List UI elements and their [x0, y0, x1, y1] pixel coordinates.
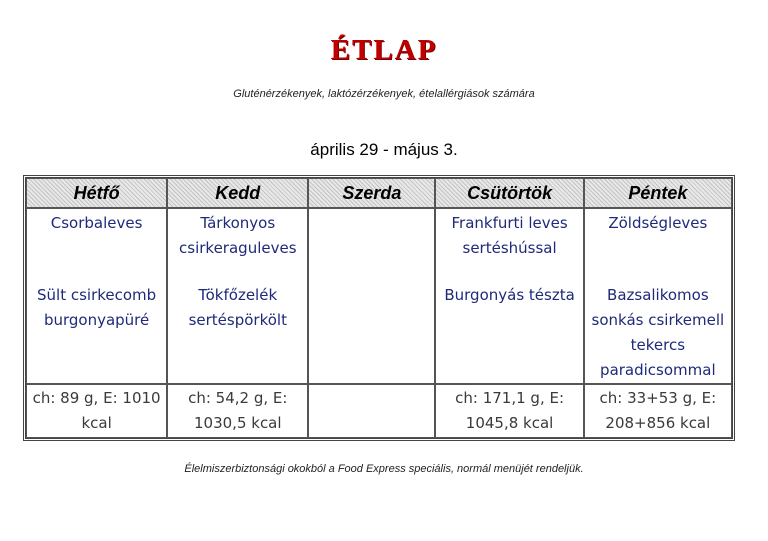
dishes-row — [26, 208, 732, 384]
thursday-nutrition: ch: 171,1 g, E: 1045,8 kcal — [435, 384, 583, 438]
friday-main-course: Bazsalikomos sonkás csirkemell tekercs paradicsommal — [591, 286, 725, 379]
menu-table — [23, 175, 735, 441]
friday-nutrition: ch: 33+53 g, E: 208+856 kcal — [584, 384, 732, 438]
wednesday-nutrition — [308, 384, 435, 438]
day-header-wednesday: Szerda — [308, 178, 435, 208]
footer-note: Élelmiszerbiztonsági okokból a Food Express speciális, normál menüjét rendeljük. — [184, 463, 584, 475]
friday-soup: Zöldségleves — [608, 214, 708, 232]
friday-dishes — [584, 208, 732, 384]
thursday-main-course: Burgonyás tészta — [444, 286, 575, 304]
wednesday-soup — [311, 211, 432, 283]
tuesday-dishes — [167, 208, 308, 384]
thursday-soup: Frankfurti leves sertéshússal — [451, 214, 568, 257]
monday-soup: Csorbaleves — [50, 214, 143, 232]
tuesday-soup: Tárkonyos csirkeraguleves — [179, 214, 297, 257]
day-header-tuesday: Kedd — [167, 178, 308, 208]
monday-nutrition: ch: 89 g, E: 1010 kcal — [26, 384, 167, 438]
tuesday-nutrition: ch: 54,2 g, E: 1030,5 kcal — [167, 384, 308, 438]
wednesday-dishes — [308, 208, 435, 384]
header-row — [26, 178, 732, 208]
page-subtitle: Gluténérzékenyek, laktózérzékenyek, ételallérgiások számára — [233, 88, 535, 100]
day-header-monday: Hétfő — [26, 178, 167, 208]
thursday-dishes — [435, 208, 583, 384]
day-header-thursday: Csütörtök — [435, 178, 583, 208]
day-header-friday: Péntek — [584, 178, 732, 208]
monday-main-course: Sült csirkecomb burgonyapüré — [37, 286, 157, 329]
tuesday-main-course: Tökfőzelék sertéspörkölt — [188, 286, 287, 329]
nutrition-row — [26, 384, 732, 438]
page-title: ÉTLAP — [330, 34, 438, 66]
date-range: április 29 - május 3. — [310, 140, 458, 159]
monday-dishes — [26, 208, 167, 384]
